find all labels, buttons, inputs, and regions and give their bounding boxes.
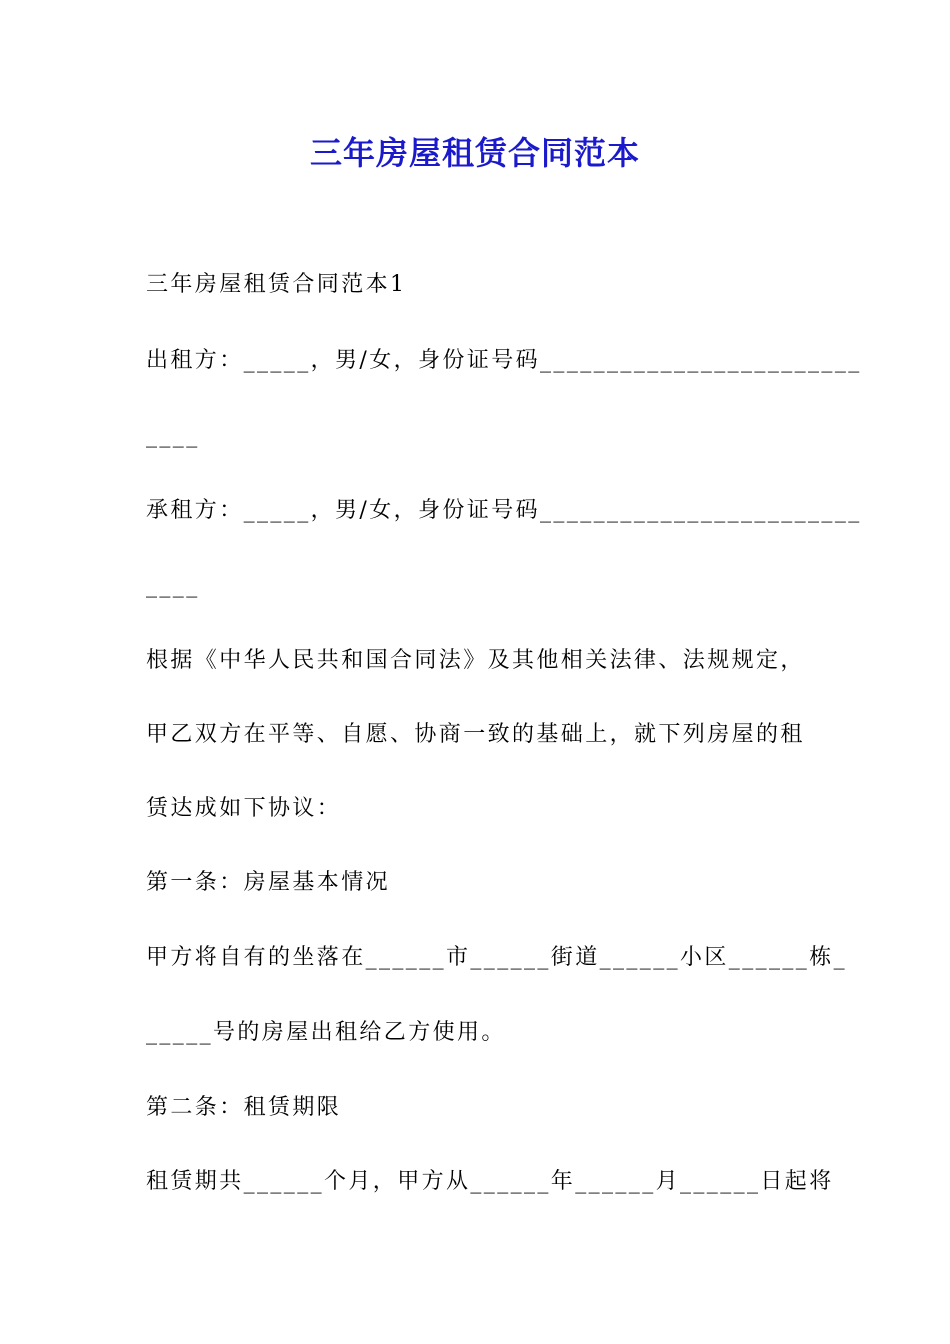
document-title: 三年房屋租赁合同范本 bbox=[309, 134, 640, 172]
lessor-line: 出租方：_____，男/女，身份证号码________________________ bbox=[146, 348, 862, 373]
lessee-line: 承租方：_____，男/女，身份证号码________________________ bbox=[146, 498, 862, 523]
article-1-line-1: 甲方将自有的坐落在______市______街道______小区______栋_ bbox=[146, 945, 848, 970]
preamble-line-2: 甲乙双方在平等、自愿、协商一致的基础上，就下列房屋的租 bbox=[146, 722, 805, 747]
article-2-heading: 第二条：租赁期限 bbox=[146, 1095, 342, 1120]
article-1-line-2: _____号的房屋出租给乙方使用。 bbox=[146, 1020, 506, 1045]
preamble-line-3: 赁达成如下协议： bbox=[146, 796, 342, 821]
lessor-line-continuation: ____ bbox=[146, 423, 200, 448]
preamble-line-1: 根据《中华人民共和国合同法》及其他相关法律、法规规定， bbox=[146, 648, 805, 673]
article-2-line-1: 租赁期共______个月，甲方从______年______月______日起将 bbox=[146, 1169, 834, 1194]
lessee-line-continuation: ____ bbox=[146, 573, 200, 598]
section-heading: 三年房屋租赁合同范本1 bbox=[146, 272, 407, 297]
article-1-heading: 第一条：房屋基本情况 bbox=[146, 870, 391, 895]
